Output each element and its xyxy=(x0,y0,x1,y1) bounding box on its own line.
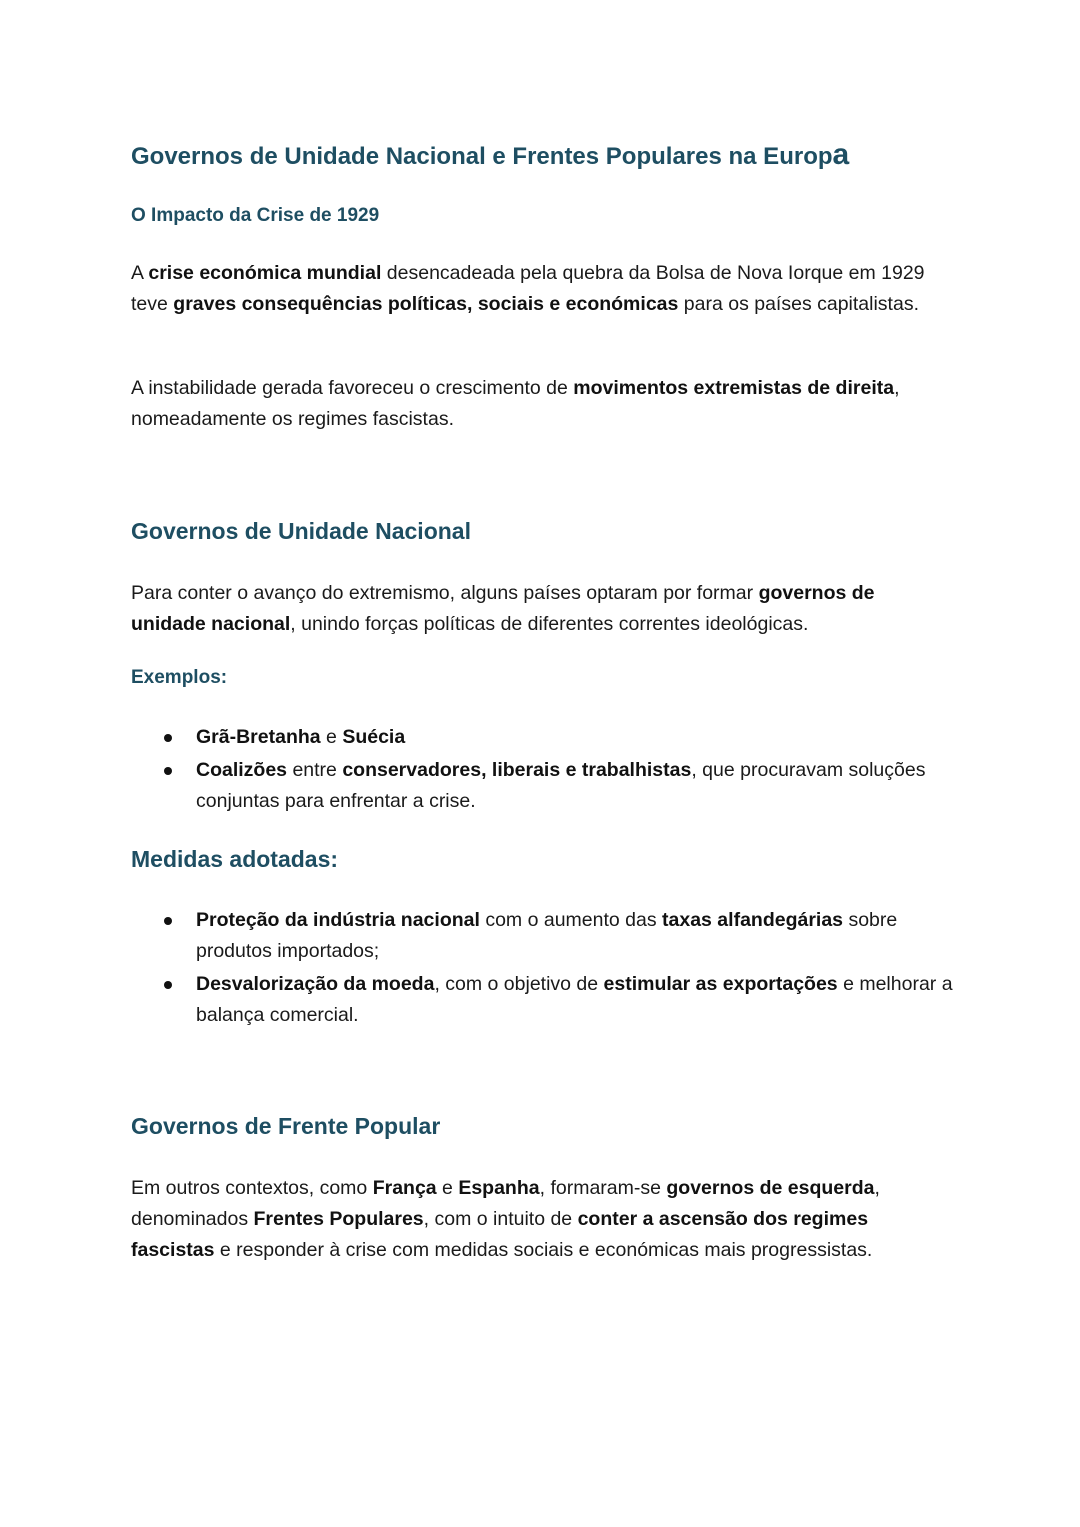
popular-paragraph xyxy=(131,1173,951,1266)
text-run: , com o objetivo de xyxy=(434,973,604,995)
text-run: Para conter o avanço do extremismo, alguns países optaram por formar xyxy=(131,582,759,604)
bullet-icon xyxy=(164,734,172,742)
text-run: e xyxy=(320,726,343,748)
impact-paragraph-1 xyxy=(131,258,951,320)
text-run: A instabilidade gerada favoreceu o crescimento de xyxy=(131,377,574,399)
title-text: Governos de Unidade Nacional e Frentes Populares na Europ xyxy=(131,143,833,170)
list-item xyxy=(131,969,961,1031)
text-run: sobre produtos importados; xyxy=(196,909,898,962)
bullet-icon xyxy=(164,981,172,989)
text-run: e melhorar a balança comercial. xyxy=(196,973,953,1026)
measures-heading: Medidas adotadas: xyxy=(131,846,339,872)
bold-run: conter a ascensão dos regimes fascistas xyxy=(131,1208,869,1261)
bold-run: governos de esquerda xyxy=(666,1177,875,1199)
text-run: , unindo forças políticas de diferentes correntes ideológicas. xyxy=(290,613,809,635)
text-run: para os países capitalistas. xyxy=(678,293,919,315)
text-run: , denominados xyxy=(131,1177,880,1230)
unity-paragraph xyxy=(131,578,951,640)
bold-run: governos de unidade nacional xyxy=(131,582,875,635)
unity-heading: Governos de Unidade Nacional xyxy=(131,518,471,544)
text-run: com o aumento das xyxy=(479,909,663,931)
bold-run: graves consequências políticas, sociais e económicas xyxy=(173,293,679,315)
impact-heading: O Impacto da Crise de 1929 xyxy=(131,205,380,226)
list-item xyxy=(131,755,961,817)
bullet-icon xyxy=(164,917,172,925)
bold-run: taxas alfandegárias xyxy=(662,909,844,931)
text-run: , que procuravam soluções conjuntas para enfrentar a crise. xyxy=(196,759,926,812)
bold-run: Proteção da indústria nacional xyxy=(196,909,480,931)
list-item xyxy=(131,905,961,967)
bold-run: Desvalorização da moeda xyxy=(196,973,435,995)
text-run: Em outros contextos, como xyxy=(131,1177,373,1199)
examples-label: Exemplos: xyxy=(131,667,228,688)
text-run: , nomeadamente os regimes fascistas. xyxy=(131,377,900,430)
bold-run: Espanha xyxy=(458,1177,540,1199)
text-run: entre xyxy=(287,759,343,781)
list-item xyxy=(131,722,961,753)
text-run: e xyxy=(436,1177,459,1199)
text-run: , formaram-se xyxy=(539,1177,667,1199)
bold-run: Suécia xyxy=(342,726,406,748)
bold-run: movimentos extremistas de direita xyxy=(573,377,895,399)
bold-run: Coalizões xyxy=(196,759,288,781)
text-run: A xyxy=(131,262,149,284)
text-run: desencadeada pela quebra da Bolsa de Nova Iorque em 1929 teve xyxy=(131,262,925,315)
bold-run: crise económica mundial xyxy=(148,262,382,284)
bold-run: Grã-Bretanha xyxy=(196,726,321,748)
bold-run: conservadores, liberais e trabalhistas xyxy=(342,759,692,781)
bold-run: Frentes Populares xyxy=(253,1208,424,1230)
title-last-letter: a xyxy=(832,138,850,171)
popular-heading: Governos de Frente Popular xyxy=(131,1113,441,1139)
impact-paragraph-2 xyxy=(131,373,951,435)
text-run: e responder à crise com medidas sociais e económicas mais progressistas. xyxy=(214,1239,873,1261)
document-title xyxy=(131,138,849,172)
bold-run: estimular as exportações xyxy=(603,973,838,995)
measures-list xyxy=(131,905,961,1033)
bold-run: França xyxy=(372,1177,437,1199)
text-run: , com o intuito de xyxy=(423,1208,578,1230)
examples-list xyxy=(131,722,961,819)
bullet-icon xyxy=(164,767,172,775)
